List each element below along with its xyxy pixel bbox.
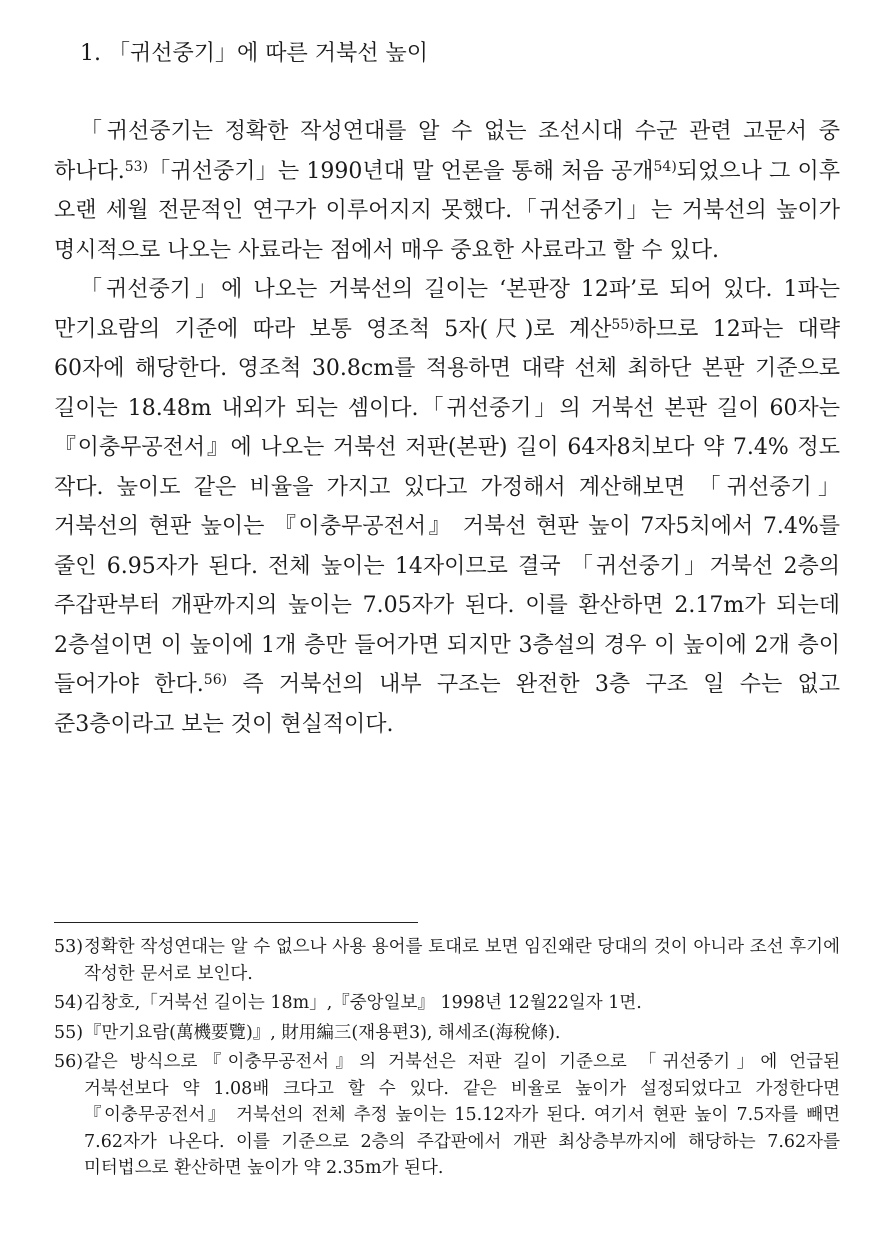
footnote-number: 54) (54, 993, 84, 1013)
text-run: 「귀선중기」에 나오는 거북선의 길이는 ‘본판장 12파’로 되어 있다. 1파는 만기요람의 기준에 따라 보통 영조척 5자(尺)로 계산 (54, 277, 840, 342)
footnote-divider (54, 922, 418, 923)
text-run: 「귀선중기는 정확한 작성연대를 알 수 없는 조선시대 수군 관련 고문서 중 하나다. (54, 119, 840, 184)
paragraph (54, 112, 840, 270)
body-text (54, 112, 840, 744)
footnote-number: 53) (54, 937, 84, 957)
paragraph (54, 270, 840, 744)
text-run: 하므로 12파는 대략 60자에 해당한다. 영조척 30.8cm를 적용하면 대략 선체 최하단 본판 기준으로 길이는 18.48m 내외가 되는 셈이다.「귀선중기」의 거북선 본판 길이 60자는 『이충무공전서』에 나오는 거북선 저판(본판) 길이 64자8치보다 약 7.4% 정도 작다. 높이도 같은 비율을 가지고 있다고 가정해서 계산해보면 「귀선중기」거북선의 현판 높이는 『이충무공전서』 거북선 현판 높이 7자5치에서 7.4%를 줄인 6.95자가 된다. 전체 높이는 14자이므로 결국 「귀선중기」거북선 2층의 주갑판부터 개판까지의 높이는 7.05자가 된다. 이를 환산하면 2.17m가 되는데 2층설이면 이 높이에 1개 층만 들어가면 되지만 3층설의 경우 이 높이에 2개 층이 들어가야 한다. (54, 316, 840, 697)
footnote-ref-54[interactable]: 54) (653, 158, 677, 175)
text-run: 되었으나 그 이후 오랜 세월 전문적인 연구가 이루어지지 못했다.「귀선중기」는 거북선의 높이가 명시적으로 나오는 사료라는 점에서 매우 중요한 사료라고 할 수 있다. (54, 158, 840, 263)
footnote-54 (54, 990, 840, 1017)
footnotes (54, 934, 840, 1185)
section-heading: 1. 「귀선중기」에 따른 거북선 높이 (80, 41, 428, 66)
footnote-text: 김창호,「거북선 길이는 18m」,『중앙일보』 1998년 12월22일자 1면. (84, 993, 642, 1013)
text-run: 즉 거북선의 내부 구조는 완전한 3층 구조 일 수는 없고 준3층이라고 보는 것이 현실적이다. (54, 672, 840, 737)
footnote-text: 같은 방식으로『이충무공전서』의 거북선은 저판 길이 기준으로 「귀선중기」에 언급된 거북선보다 약 1.08배 크다고 할 수 있다. 같은 비율로 높이가 설정되었다고 가정한다면 『이충무공전서』 거북선의 전체 추정 높이는 15.12자가 된다. 여기서 현판 높이 7.5자를 빼면 7.62자가 나온다. 이를 기준으로 2층의 주갑판에서 개판 최상층부까지에 해당하는 7.62자를 미터법으로 환산하면 높이가 약 2.35m가 된다. (84, 1052, 840, 1178)
text-run: 「귀선중기」는 1990년대 말 언론을 통해 처음 공개 (148, 158, 654, 184)
footnote-number: 56) (54, 1052, 84, 1072)
footnote-text: 『만기요람(萬機要覽)』, 財用編三(재용편3), 해세조(海稅條). (84, 1022, 561, 1043)
footnote-ref-56[interactable]: 56) (203, 672, 228, 688)
footnote-text: 정확한 작성연대는 알 수 없으나 사용 용어를 토대로 보면 임진왜란 당대의 것이 아니라 조선 후기에 작성한 문서로 보인다. (84, 937, 840, 984)
footnote-ref-53[interactable]: 53) (124, 158, 149, 175)
footnote-56 (54, 1049, 840, 1182)
footnote-55 (54, 1020, 840, 1047)
footnote-53 (54, 934, 840, 987)
footnote-number: 55) (54, 1022, 84, 1043)
footnote-ref-55[interactable]: 55) (611, 316, 635, 333)
